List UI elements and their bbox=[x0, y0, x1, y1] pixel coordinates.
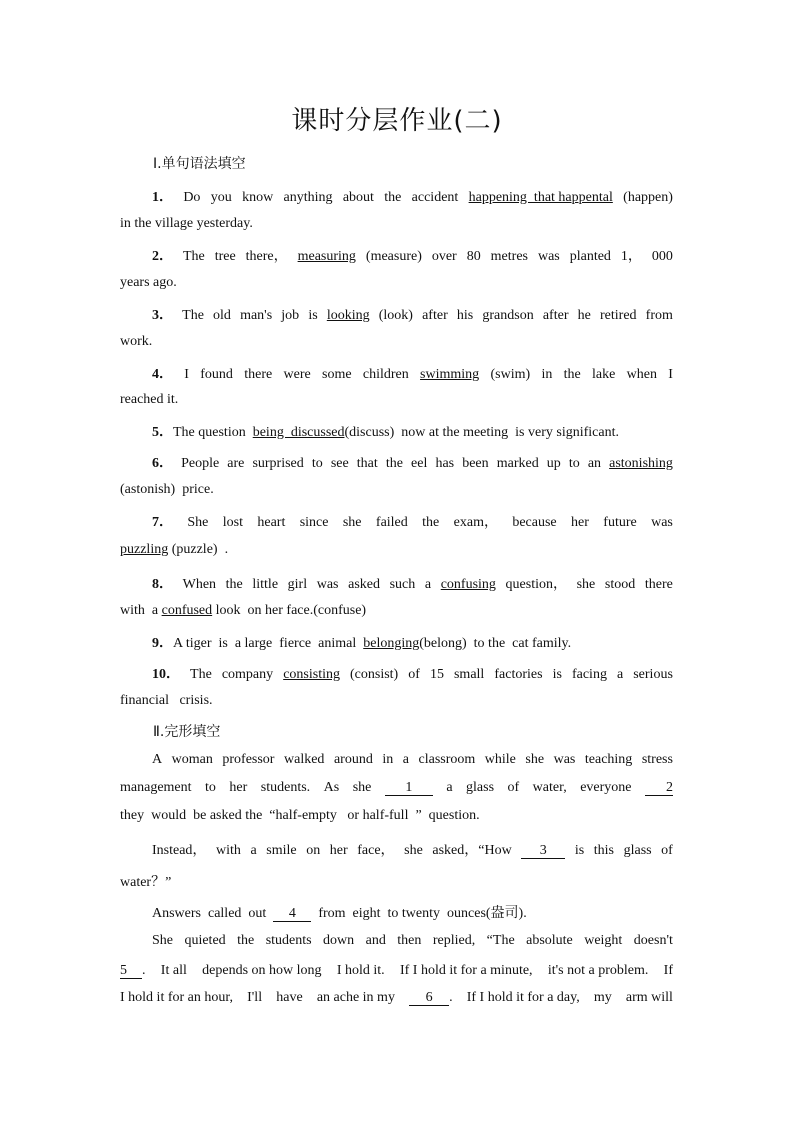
word: stood bbox=[604, 577, 636, 592]
word: accident bbox=[411, 190, 459, 205]
word: over bbox=[431, 249, 457, 264]
word: down bbox=[323, 933, 355, 948]
word: a bbox=[402, 752, 409, 767]
word: I hold it for an hour, bbox=[120, 990, 233, 1005]
cloze-p2-line2: water？” bbox=[120, 875, 172, 890]
word: heart bbox=[257, 515, 286, 530]
word: was bbox=[316, 577, 339, 592]
word: from bbox=[645, 308, 673, 323]
question-4-line2: reached it. bbox=[120, 392, 179, 407]
word: facing bbox=[571, 667, 607, 682]
word: this bbox=[593, 843, 615, 858]
word: metres bbox=[490, 249, 528, 264]
word: If bbox=[663, 963, 673, 978]
cloze-p1-line3: they would be asked the “half-empty or half-full ” question. bbox=[120, 808, 480, 823]
word: and bbox=[365, 933, 386, 948]
word: (measure) bbox=[365, 249, 422, 264]
cloze-p4-line1 bbox=[152, 933, 673, 949]
word: is bbox=[308, 308, 318, 323]
word: her bbox=[329, 843, 348, 858]
word: planted bbox=[569, 249, 611, 264]
word: little bbox=[252, 577, 279, 592]
word: his bbox=[456, 308, 474, 323]
word: a bbox=[446, 780, 453, 795]
word: absolute bbox=[526, 933, 573, 948]
word: exam， bbox=[453, 515, 498, 530]
answer-3: looking bbox=[326, 308, 370, 323]
question-3-line1 bbox=[152, 304, 673, 324]
word: students bbox=[265, 933, 312, 948]
word: (belong) to the cat family. bbox=[419, 636, 572, 651]
cloze-p1-line1 bbox=[152, 752, 673, 768]
question-6-line1 bbox=[152, 452, 673, 472]
word: marked bbox=[496, 456, 539, 471]
cloze-blank-5[interactable]: 5 bbox=[120, 963, 142, 979]
word: job bbox=[281, 308, 300, 323]
word: there bbox=[644, 577, 673, 592]
word: have bbox=[276, 990, 303, 1005]
word: look on her face.(confuse) bbox=[215, 603, 367, 618]
word: doesn't bbox=[633, 933, 673, 948]
question-5 bbox=[152, 421, 673, 441]
word: in bbox=[541, 367, 553, 382]
question-2-line1 bbox=[152, 245, 673, 265]
answer-8a: confusing bbox=[440, 577, 496, 592]
word: was bbox=[651, 515, 673, 530]
word: after bbox=[542, 308, 569, 323]
word: lake bbox=[592, 367, 616, 382]
cloze-blank-6[interactable]: 6 bbox=[409, 990, 449, 1006]
question-7-line1 bbox=[152, 511, 673, 531]
word: eel bbox=[411, 456, 428, 471]
question-8-line2 bbox=[120, 603, 673, 619]
word: management bbox=[120, 780, 192, 795]
word: I hold it. bbox=[336, 963, 385, 978]
word: asked，“How bbox=[432, 843, 512, 858]
word: factories bbox=[494, 667, 543, 682]
word: The bbox=[182, 308, 204, 323]
word: glass bbox=[623, 843, 652, 858]
word: It all bbox=[160, 963, 187, 978]
word: water, bbox=[532, 780, 567, 795]
word: the bbox=[384, 190, 402, 205]
word: been bbox=[462, 456, 489, 471]
question-9 bbox=[152, 632, 673, 652]
question-6-line2: (astonish) price. bbox=[120, 482, 214, 497]
word: asked bbox=[348, 577, 380, 592]
word: it's not a problem. bbox=[547, 963, 649, 978]
word: an bbox=[587, 456, 602, 471]
blank-6-group bbox=[409, 990, 453, 1006]
answer-1: happening that happental bbox=[468, 190, 613, 205]
word: walked bbox=[284, 752, 325, 767]
word: When bbox=[182, 577, 217, 592]
cloze-p4-line3 bbox=[120, 990, 673, 1006]
word: the bbox=[225, 577, 243, 592]
word: were bbox=[283, 367, 311, 382]
word: in bbox=[382, 752, 394, 767]
question-number: 5． bbox=[152, 425, 173, 440]
word: her bbox=[229, 780, 248, 795]
word: 1， bbox=[620, 249, 642, 264]
word: professor bbox=[222, 752, 275, 767]
word: woman bbox=[171, 752, 213, 767]
word: stress bbox=[641, 752, 673, 767]
cloze-p1-line2 bbox=[120, 780, 673, 796]
blank-5-group bbox=[120, 963, 146, 979]
word: grandson bbox=[482, 308, 534, 323]
word: arm will bbox=[625, 990, 673, 1005]
word: with a bbox=[120, 603, 159, 618]
word: he bbox=[577, 308, 591, 323]
word: since bbox=[299, 515, 329, 530]
word: while bbox=[484, 752, 516, 767]
word: 000 bbox=[651, 249, 673, 264]
word: company bbox=[221, 667, 274, 682]
word: on bbox=[306, 843, 321, 858]
word: She bbox=[152, 933, 173, 948]
question-7-line2 bbox=[120, 542, 673, 558]
word: has bbox=[435, 456, 455, 471]
word: She bbox=[187, 515, 209, 530]
cloze-p3 bbox=[152, 902, 673, 922]
word: the bbox=[563, 367, 581, 382]
word: The question bbox=[173, 425, 246, 440]
word: I bbox=[668, 367, 673, 382]
word: was bbox=[537, 249, 560, 264]
question-number: 7． bbox=[152, 515, 173, 530]
section-heading-cloze: Ⅱ.完形填空 bbox=[153, 724, 221, 740]
word: question， bbox=[505, 577, 567, 592]
question-number: 6． bbox=[152, 456, 173, 471]
word: after bbox=[422, 308, 448, 323]
answer-8b: confused bbox=[161, 603, 213, 618]
question-number: 9． bbox=[152, 636, 173, 651]
cloze-blank-1[interactable]: 1 bbox=[385, 780, 433, 796]
answer-5: being discussed bbox=[252, 425, 345, 440]
word: there bbox=[244, 367, 273, 382]
answer-9: belonging bbox=[363, 636, 420, 651]
word: (consist) bbox=[350, 667, 399, 682]
word: of bbox=[507, 780, 520, 795]
word: failed bbox=[375, 515, 408, 530]
word: retired bbox=[600, 308, 637, 323]
word: 15 bbox=[429, 667, 444, 682]
question-10-line1 bbox=[152, 663, 673, 683]
word: glass bbox=[466, 780, 495, 795]
word: A tiger is a large fierce animal bbox=[173, 636, 357, 651]
word: I bbox=[184, 367, 189, 382]
page-title: 课时分层作业(二) bbox=[291, 106, 503, 136]
word: The bbox=[182, 249, 205, 264]
word: 80 bbox=[466, 249, 481, 264]
word: old bbox=[213, 308, 231, 323]
word: “The bbox=[486, 933, 515, 948]
word: (swim) bbox=[490, 367, 531, 382]
word: People bbox=[181, 456, 220, 471]
word: man's bbox=[240, 308, 273, 323]
word: up bbox=[546, 456, 561, 471]
word: students. bbox=[260, 780, 311, 795]
word: future bbox=[603, 515, 637, 530]
word: about bbox=[342, 190, 374, 205]
word: you bbox=[210, 190, 232, 205]
word: (look) bbox=[378, 308, 413, 323]
question-1-line1 bbox=[152, 186, 673, 206]
word: that bbox=[356, 456, 378, 471]
word: tree bbox=[214, 249, 236, 264]
word: the bbox=[237, 933, 255, 948]
word: because bbox=[512, 515, 557, 530]
question-number: 2． bbox=[152, 249, 173, 264]
word: she bbox=[352, 780, 372, 795]
word: when bbox=[626, 367, 657, 382]
word: of bbox=[408, 667, 420, 682]
word: is bbox=[574, 843, 585, 858]
word: an ache in my bbox=[316, 990, 395, 1005]
word: a bbox=[424, 577, 432, 592]
word: If I hold it for a day, bbox=[466, 990, 580, 1005]
answer-7: puzzling bbox=[120, 542, 169, 557]
cloze-blank-2[interactable]: 2 bbox=[645, 780, 673, 796]
question-2-line2: years ago. bbox=[120, 275, 177, 290]
question-number: 10． bbox=[152, 667, 180, 682]
word: to bbox=[205, 780, 216, 795]
word: small bbox=[453, 667, 485, 682]
section-heading-grammar: Ⅰ.单句语法填空 bbox=[153, 156, 246, 172]
word: she bbox=[404, 843, 423, 858]
cloze-p2-line1 bbox=[152, 839, 673, 859]
word: the bbox=[385, 456, 403, 471]
word: found bbox=[200, 367, 233, 382]
word: I'll bbox=[247, 990, 263, 1005]
word: weight bbox=[584, 933, 623, 948]
word: from eight to twenty ounces(盎司). bbox=[318, 906, 527, 921]
word: A bbox=[152, 752, 163, 767]
word: (happen) bbox=[623, 190, 673, 205]
question-3-line2: work. bbox=[120, 334, 153, 349]
cloze-p4-line2 bbox=[120, 963, 673, 979]
word: If I hold it for a minute, bbox=[399, 963, 533, 978]
word: classroom bbox=[418, 752, 476, 767]
word: to bbox=[311, 456, 323, 471]
word: my bbox=[593, 990, 612, 1005]
word: was bbox=[553, 752, 576, 767]
word: is bbox=[552, 667, 562, 682]
word: serious bbox=[633, 667, 673, 682]
cloze-blank-3[interactable]: 3 bbox=[521, 843, 565, 859]
word: (discuss) now at the meeting is very significant. bbox=[344, 425, 619, 440]
word: around bbox=[333, 752, 373, 767]
question-10-line2: financial crisis. bbox=[120, 693, 213, 708]
word: surprised bbox=[252, 456, 304, 471]
answer-6: astonishing bbox=[609, 456, 673, 471]
cloze-blank-4[interactable]: 4 bbox=[273, 906, 311, 922]
word: (puzzle) . bbox=[171, 542, 229, 557]
word: everyone bbox=[580, 780, 632, 795]
question-number: 1． bbox=[152, 190, 173, 205]
word: As bbox=[323, 780, 340, 795]
word: smile bbox=[266, 843, 297, 858]
word: she bbox=[576, 577, 596, 592]
word: a bbox=[250, 843, 257, 858]
word: children bbox=[362, 367, 409, 382]
word: depends on how long bbox=[202, 963, 322, 978]
word: The bbox=[190, 667, 212, 682]
word: to bbox=[568, 456, 580, 471]
word: are bbox=[227, 456, 245, 471]
word: some bbox=[322, 367, 352, 382]
word: lost bbox=[222, 515, 243, 530]
question-1-line2: in the village yesterday. bbox=[120, 216, 253, 231]
word: Answers called out bbox=[152, 906, 267, 921]
word: teaching bbox=[584, 752, 633, 767]
answer-2: measuring bbox=[297, 249, 356, 264]
word: know bbox=[242, 190, 274, 205]
word: face， bbox=[357, 843, 395, 858]
word: . bbox=[142, 963, 146, 978]
word: then bbox=[397, 933, 422, 948]
word: such bbox=[389, 577, 416, 592]
question-number: 8． bbox=[152, 577, 173, 592]
answer-4: swimming bbox=[420, 367, 480, 382]
word: her bbox=[571, 515, 589, 530]
word: there， bbox=[245, 249, 288, 264]
word: she bbox=[342, 515, 362, 530]
word: see bbox=[330, 456, 349, 471]
word: girl bbox=[287, 577, 308, 592]
word: replied, bbox=[432, 933, 476, 948]
word: a bbox=[616, 667, 624, 682]
answer-10: consisting bbox=[283, 667, 340, 682]
word: quieted bbox=[184, 933, 226, 948]
question-number: 4． bbox=[152, 367, 173, 382]
question-8-line1 bbox=[152, 573, 673, 593]
word: . bbox=[449, 990, 453, 1005]
question-4-line1 bbox=[152, 363, 673, 383]
word: with bbox=[216, 843, 241, 858]
word: the bbox=[422, 515, 440, 530]
question-number: 3． bbox=[152, 308, 173, 323]
word: of bbox=[661, 843, 673, 858]
word: she bbox=[525, 752, 545, 767]
word: anything bbox=[283, 190, 333, 205]
word: Do bbox=[183, 190, 201, 205]
word: Instead， bbox=[152, 843, 207, 858]
